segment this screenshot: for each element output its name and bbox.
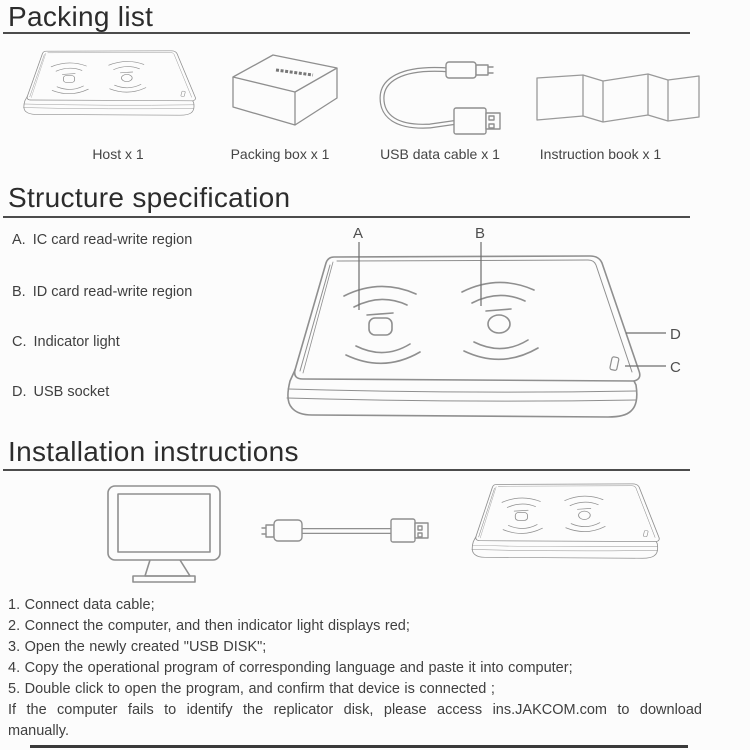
legend-key: D. — [12, 384, 27, 400]
packing-section-divider — [3, 32, 690, 34]
callout-label-c: C — [670, 359, 681, 376]
legend-key: A. — [12, 232, 26, 248]
packing-item-caption: Packing box x 1 — [230, 146, 330, 162]
step-4: 4. Copy the operational program of corresponding language and paste it into computer; — [8, 660, 573, 676]
card-reader-device-icon — [20, 50, 198, 128]
structure-spec-title: Structure specification — [8, 182, 291, 213]
legend-key: B. — [12, 284, 26, 300]
legend-label: ID card read-write region — [32, 284, 193, 300]
data-cable-icon — [258, 512, 430, 548]
callout-label-a: A — [353, 225, 364, 242]
legend-item-b — [12, 284, 192, 300]
callout-label-d: D — [670, 326, 681, 343]
packing-item-caption: Host x 1 — [92, 146, 144, 162]
card-reader-device-icon — [468, 483, 662, 573]
fallback-note: If the computer fails to identify the replicator disk, please access ins.JAKCOM.com to download manually. — [8, 702, 702, 739]
packing-list-title: Packing list — [8, 1, 154, 32]
step-3: 3. Open the newly created "USB DISK"; — [8, 639, 267, 655]
callout-label-b: B — [475, 225, 486, 242]
legend-label: IC card read-write region — [32, 232, 193, 248]
installation-steps — [8, 595, 702, 742]
page-bottom-divider — [30, 745, 688, 748]
step-2: 2. Connect the computer, and then indicator light displays red; — [8, 618, 410, 634]
step-1: 1. Connect data cable; — [8, 597, 155, 613]
installation-section-divider — [3, 469, 690, 471]
packing-box-icon — [216, 46, 342, 132]
packing-item-caption: USB data cable x 1 — [380, 146, 500, 162]
structure-diagram — [280, 222, 750, 434]
legend-key: C. — [12, 334, 27, 350]
usb-cable-icon — [368, 52, 504, 138]
folded-booklet-icon — [532, 62, 704, 124]
legend-label: Indicator light — [33, 334, 120, 350]
legend-item-a — [12, 232, 192, 248]
legend-label: USB socket — [33, 384, 110, 400]
structure-section-divider — [3, 216, 690, 218]
packing-item-caption: Instruction book x 1 — [539, 146, 662, 162]
installation-title: Installation instructions — [8, 436, 299, 467]
legend-item-c — [12, 334, 120, 350]
step-5: 5. Double click to open the program, and confirm that device is connected ; — [8, 681, 495, 697]
computer-monitor-icon — [100, 483, 225, 585]
legend-item-d — [12, 384, 109, 400]
